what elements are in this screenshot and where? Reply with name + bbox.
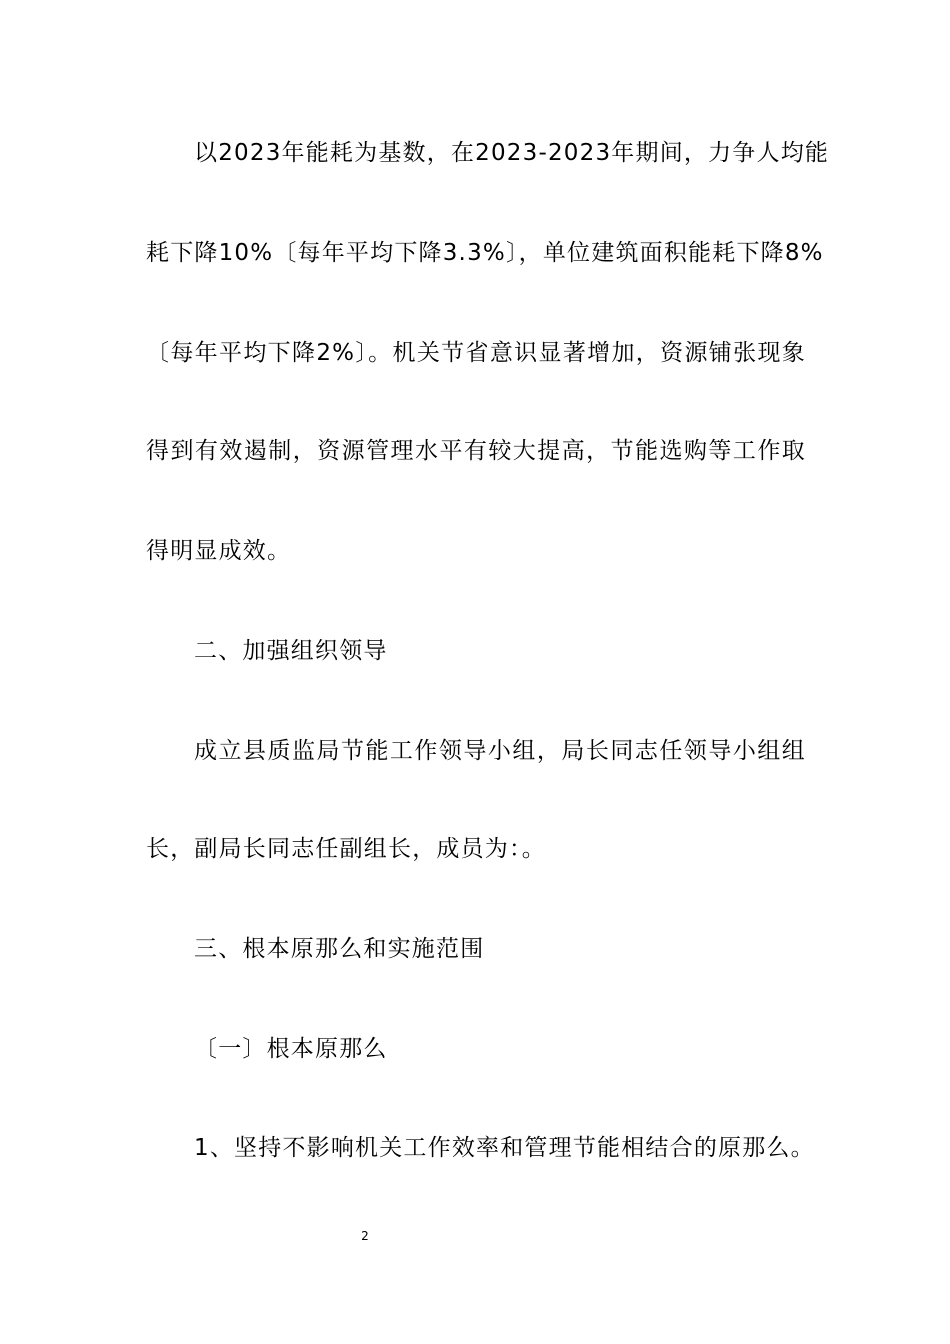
subsection-heading-1: 〔一〕根本原那么 (194, 1036, 388, 1062)
paragraph-1-line-3: 〔每年平均下降2%〕。机关节省意识显著增加，资源铺张现象 (146, 340, 806, 366)
section-heading-3: 三、根本原那么和实施范围 (194, 936, 485, 962)
paragraph-1-line-4: 得到有效遏制，资源管理水平有较大提高，节能选购等工作取 (146, 438, 806, 464)
paragraph-1-line-5: 得明显成效。 (146, 538, 292, 564)
paragraph-1-line-1: 以2023年能耗为基数，在2023-2023年期间，力争人均能 (194, 140, 830, 166)
paragraph-1-line-2: 耗下降10%〔每年平均下降3.3%〕，单位建筑面积能耗下降8% (146, 240, 824, 266)
paragraph-2-line-1: 成立县质监局节能工作领导小组，局长同志任领导小组组 (194, 738, 806, 764)
list-item-1: 1、坚持不影响机关工作效率和管理节能相结合的原那么。 (194, 1135, 815, 1161)
paragraph-2-line-2: 长，副局长同志任副组长，成员为：。 (146, 836, 546, 862)
section-heading-2: 二、加强组织领导 (194, 638, 388, 664)
page-number: 2 (361, 1229, 369, 1243)
